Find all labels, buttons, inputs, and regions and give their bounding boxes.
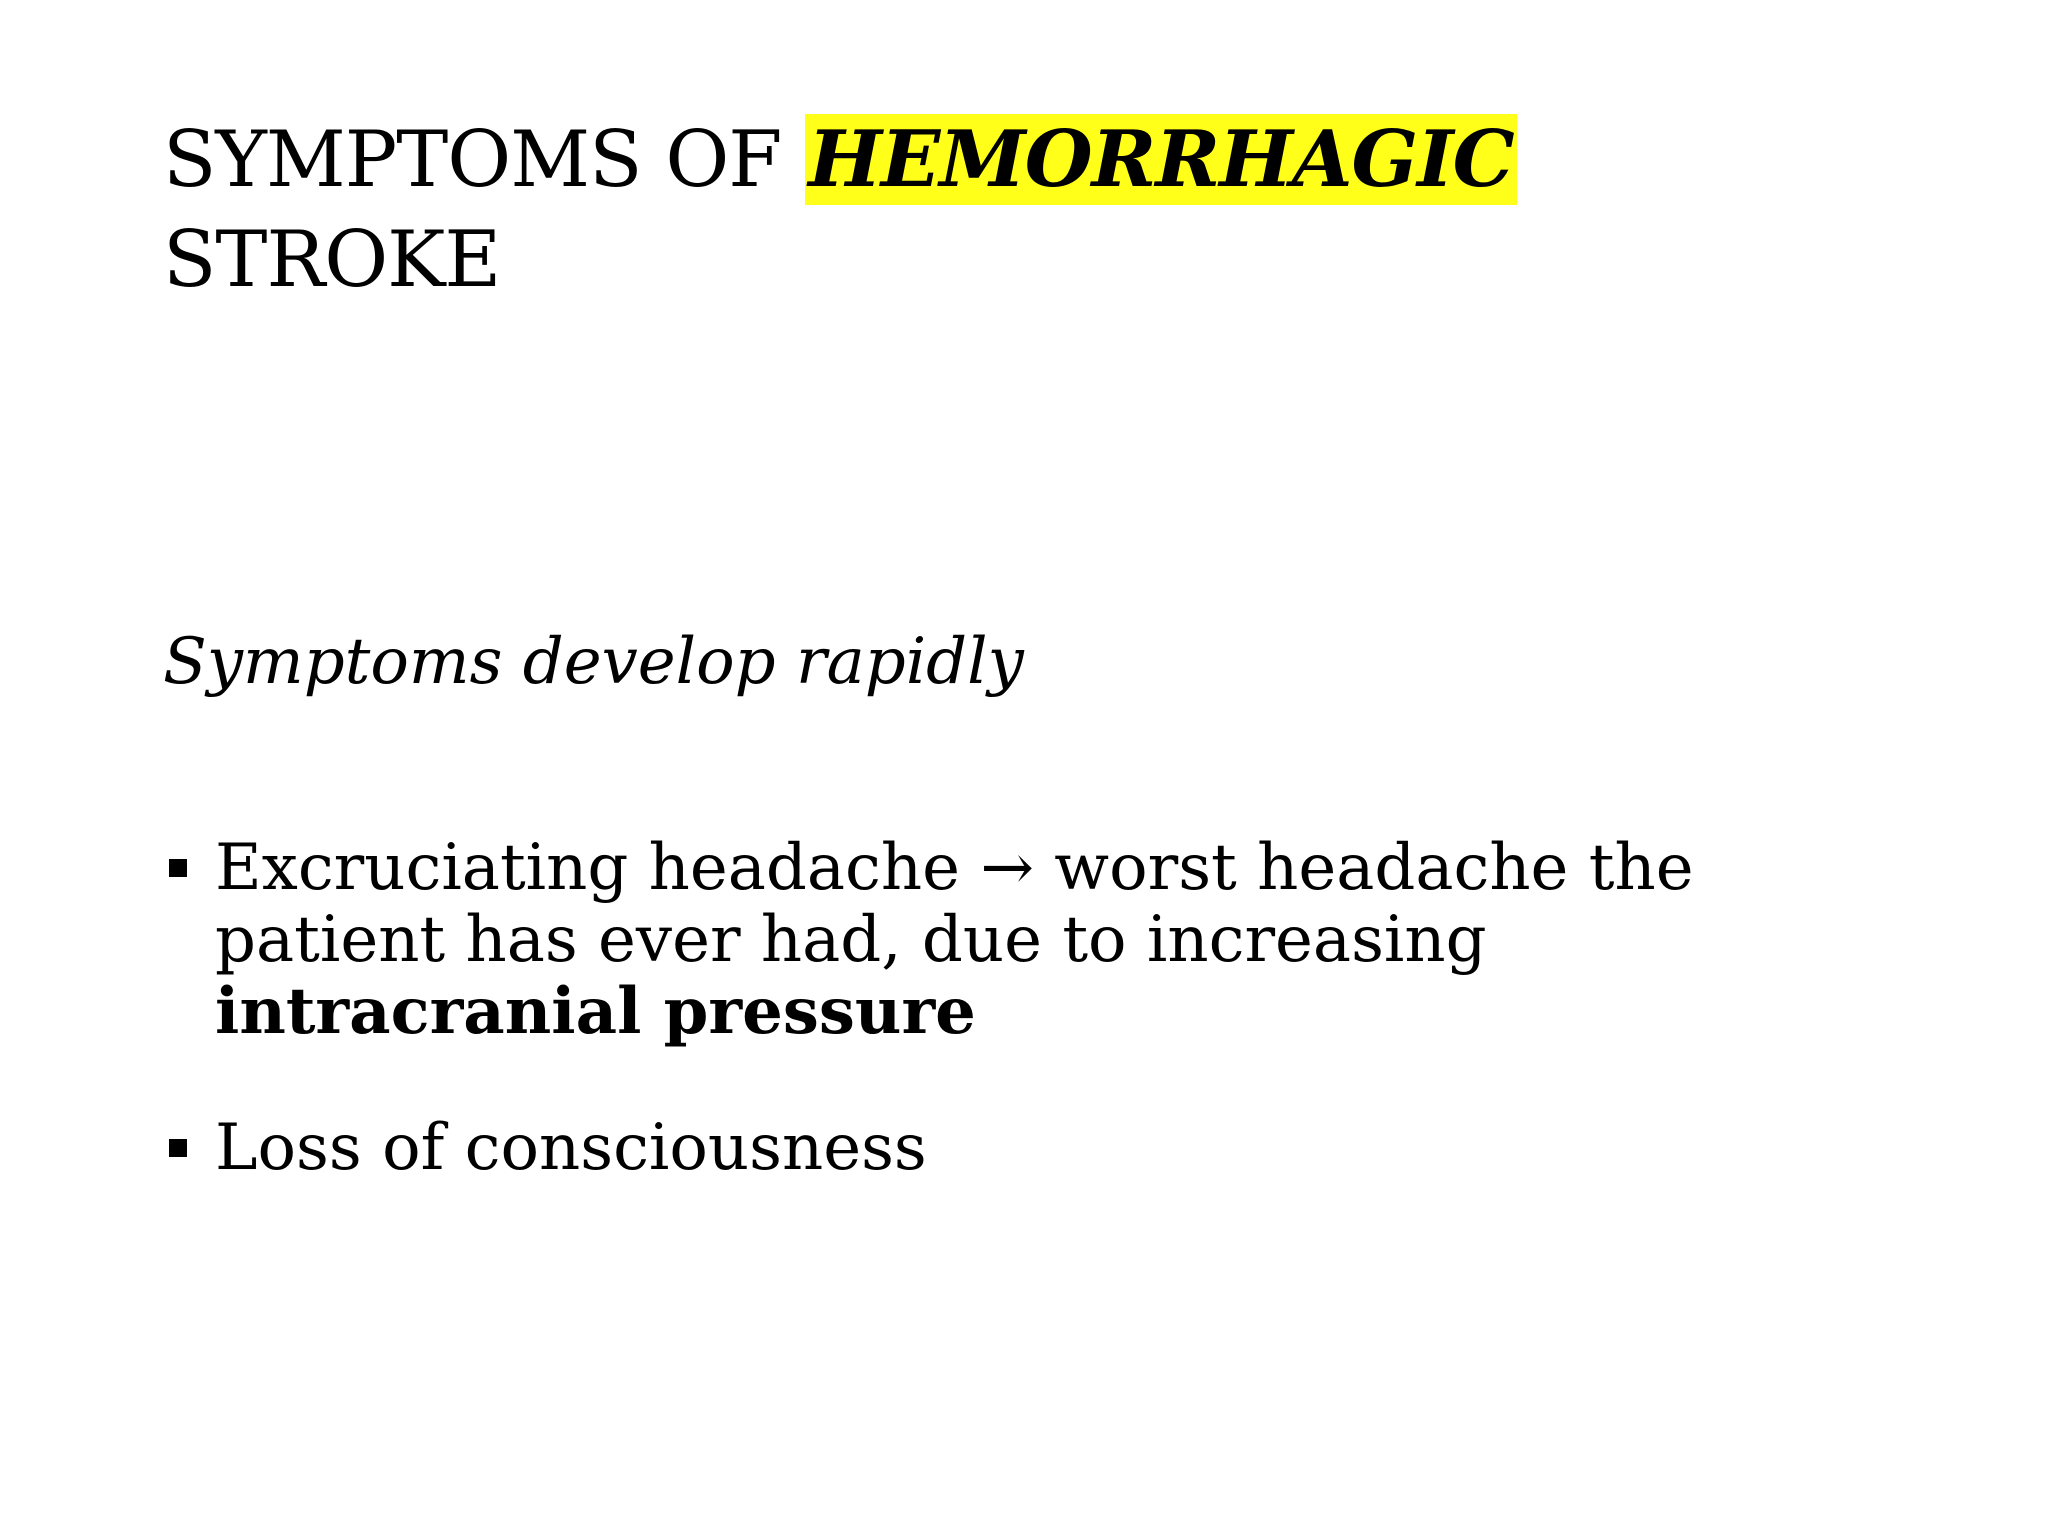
bullet-text-part: Excruciating headache xyxy=(215,831,981,905)
title-highlight: HEMORRHAGIC xyxy=(805,114,1516,205)
right-arrow-icon: → xyxy=(980,831,1034,905)
bullet-text: Loss of consciousness xyxy=(215,1111,927,1185)
bullet-bold-text: intracranial pressure xyxy=(215,974,976,1049)
title-prefix: SYMPTOMS OF xyxy=(163,115,806,205)
square-bullet-icon xyxy=(163,1112,215,1184)
title-suffix: STROKE xyxy=(163,215,501,305)
bullet-item xyxy=(163,1112,1883,1184)
bullet-text-part: worst headache the patient has ever had, due to increasing xyxy=(215,831,1694,977)
slide-subtitle: Symptoms develop rapidly xyxy=(163,625,1024,699)
bullet-text xyxy=(215,832,1883,1048)
square-bullet-icon xyxy=(163,832,215,904)
slide-title xyxy=(163,110,1863,310)
bullet-item xyxy=(163,832,1883,1048)
